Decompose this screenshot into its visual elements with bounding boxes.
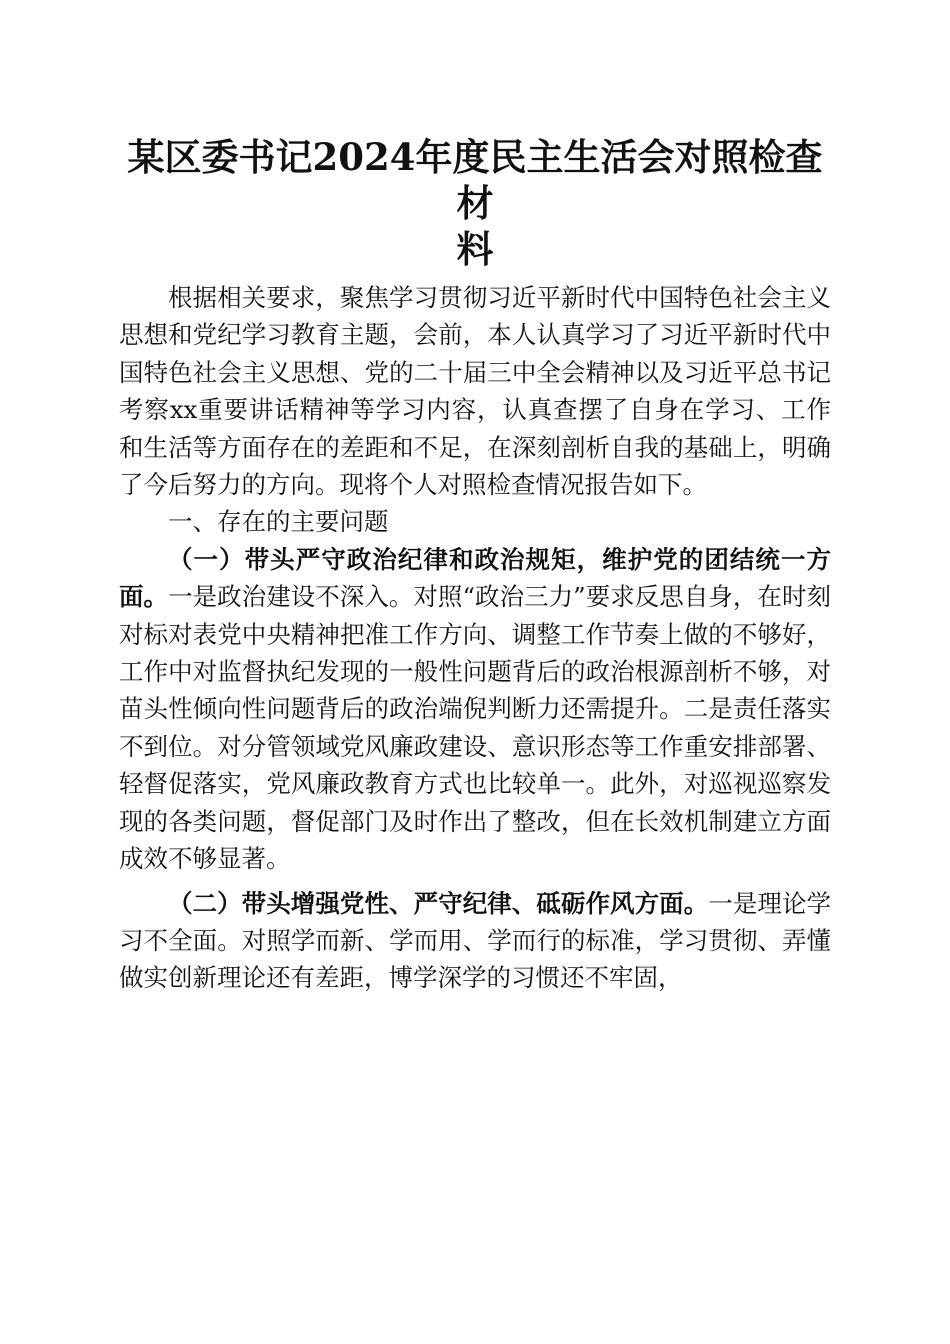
item-2-lead: （二）带头增强党性、严守纪律、砥砺作风方面。 bbox=[168, 888, 709, 918]
title-line-1: 某区委书记2024年度民主生活会对照检查材 bbox=[127, 135, 823, 225]
section-heading: 一、存在的主要问题 bbox=[168, 507, 389, 537]
item-1-lead: （一）带头严守政治纪律和政治规矩，维护党的团结统一方面。 bbox=[119, 544, 831, 612]
document-title bbox=[118, 134, 832, 272]
document-body bbox=[119, 279, 831, 997]
item-1-paragraph bbox=[119, 541, 831, 878]
item-2-text: 一是理论学习不全面。对照学而新、学而用、学而行的标准，学习贯彻、弄懂做实创新理论还有差距，博学深学的习惯还不牢固， bbox=[119, 888, 832, 993]
intro-paragraph: 根据相关要求，聚焦学习贯彻习近平新时代中国特色社会主义思想和党纪学习教育主题，会前，本人认真学习了习近平新时代中国特色社会主义思想、党的二十届三中全会精神以及习近平总书记考察xx重要讲话精神等学习内容，认真查摆了自身在学习、工作和生活等方面存在的差距和不足，在深刻剖析自我的基础上，明确了今后努力的方向。现将个人对照检查情况报告如下。 bbox=[119, 283, 831, 500]
title-line-2: 料 bbox=[456, 227, 494, 271]
item-1-text: 一是政治建设不深入。对照“政治三力”要求反思自身，在时刻对标对表党中央精神把准工作方向、调整工作节奏上做的不够好，工作中对监督执纪发现的一般性问题背后的政治根源剖析不够，对苗头性倾向性问题背后的政治端倪判断力还需提升。二是责任落实不到位。对分管领域党风廉政建设、意识形态等工作重安排部署、轻督促落实，党风廉政教育方式也比较单一。此外，对巡视巡察发现的各类问题，督促部门及时作出了整改，但在长效机制建立方面成效不够显著。 bbox=[119, 582, 831, 874]
item-2-paragraph bbox=[119, 885, 831, 997]
